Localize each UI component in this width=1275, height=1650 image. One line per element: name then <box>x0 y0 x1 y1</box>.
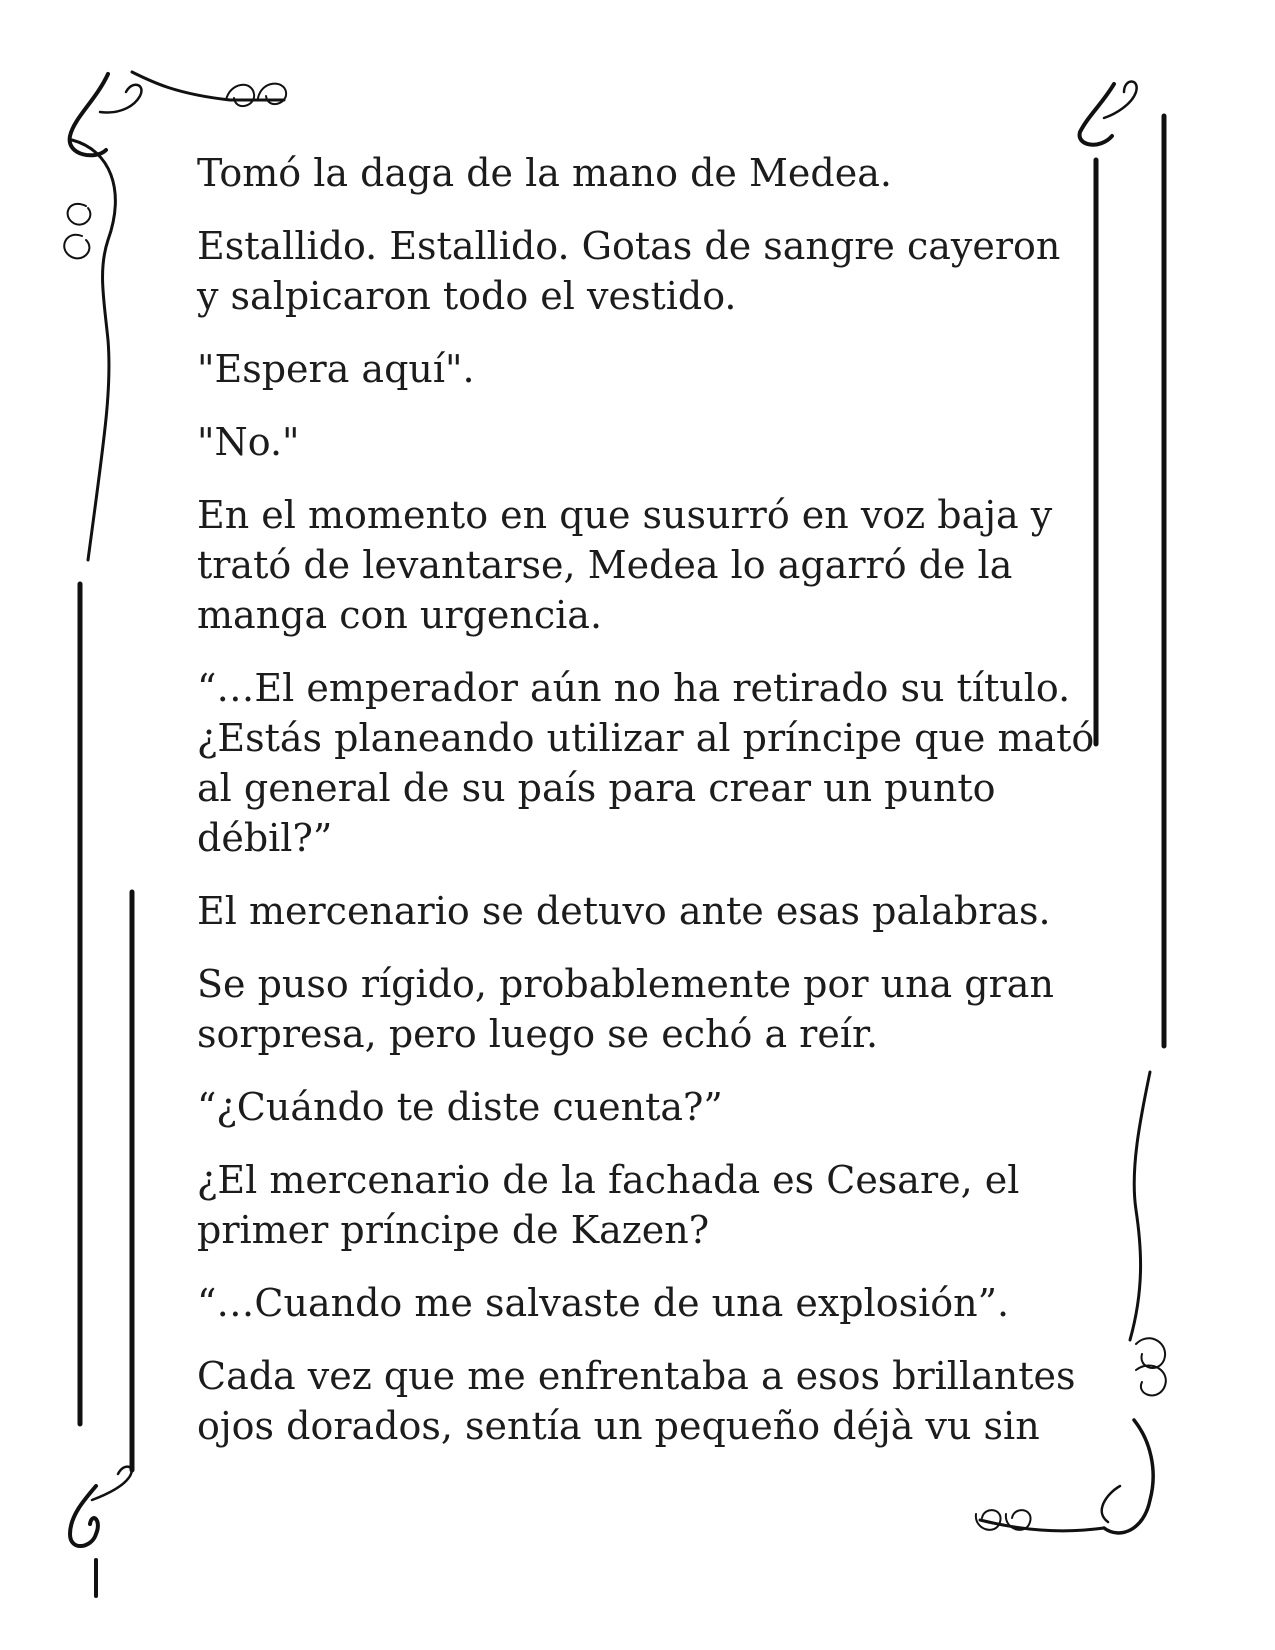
paragraph <box>176 959 1096 1059</box>
text-line: Tomó la daga de la mano de Medea. <box>197 151 892 195</box>
text-line: manga con urgencia. <box>197 593 603 637</box>
text-line: Se puso rígido, probablemente por una gran <box>197 962 1054 1006</box>
text-line: Estallido. Estallido. Gotas de sangre cayeron <box>197 224 1061 268</box>
text-line: Cada vez que me enfrentaba a esos brillantes <box>197 1354 1076 1398</box>
text-line: primer príncipe de Kazen? <box>197 1208 710 1252</box>
paragraph <box>176 663 1096 863</box>
text-line: En el momento en que susurró en voz baja y <box>197 493 1053 537</box>
paragraph <box>176 417 1096 467</box>
paragraph <box>176 1082 1096 1132</box>
text-line: “¿Cuándo te diste cuenta?” <box>197 1085 723 1129</box>
text-line: ¿Estás planeando utilizar al príncipe que mató <box>197 716 1095 760</box>
text-line: débil?” <box>197 816 333 860</box>
paragraph <box>176 886 1096 936</box>
text-line: y salpicaron todo el vestido. <box>197 274 737 318</box>
text-line: ojos dorados, sentía un pequeño déjà vu sin <box>197 1404 1040 1448</box>
text-line: “…El emperador aún no ha retirado su título. <box>197 666 1071 710</box>
text-line: "Espera aquí". <box>197 347 475 391</box>
paragraph <box>176 1278 1096 1328</box>
text-line: ¿El mercenario de la fachada es Cesare, el <box>197 1158 1020 1202</box>
text-line: “…Cuando me salvaste de una explosión”. <box>197 1281 1010 1325</box>
paragraph <box>176 148 1096 198</box>
paragraph <box>176 344 1096 394</box>
text-line: al general de su país para crear un punto <box>197 766 996 810</box>
paragraph <box>176 490 1096 640</box>
text-line: "No." <box>197 420 300 464</box>
paragraph <box>176 1155 1096 1255</box>
text-line: sorpresa, pero luego se echó a reír. <box>197 1012 879 1056</box>
paragraph <box>176 221 1096 321</box>
text-line: trató de levantarse, Medea lo agarró de la <box>197 543 1013 587</box>
bottom-left-flourish-ornament <box>70 1467 132 1596</box>
text-line: El mercenario se detuvo ante esas palabras. <box>197 889 1051 933</box>
page-body-text <box>176 148 1096 1474</box>
paragraph <box>176 1351 1096 1451</box>
